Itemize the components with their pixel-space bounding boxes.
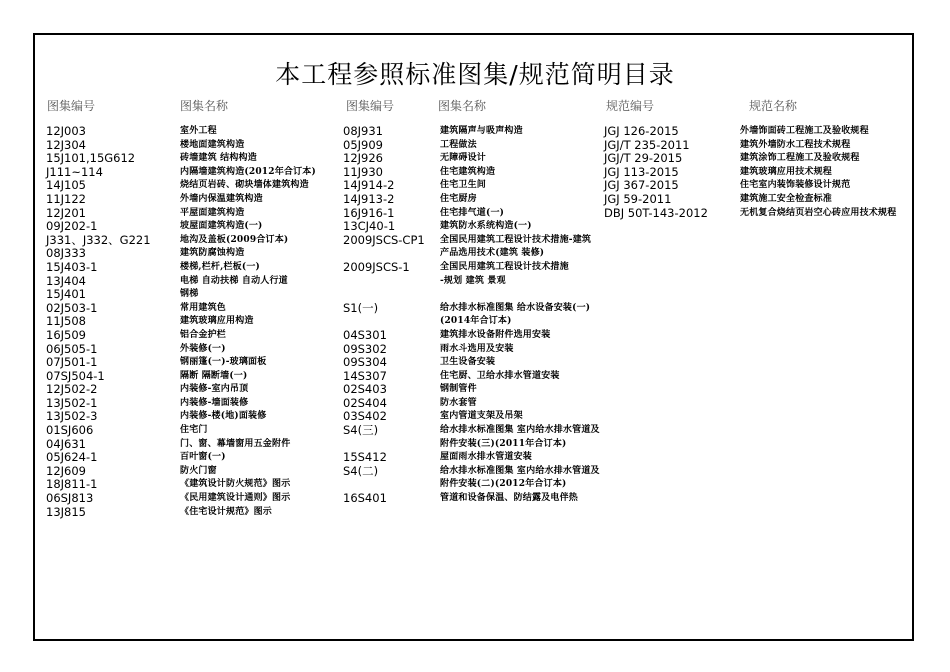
atlas-code: 04J631 [46, 436, 86, 451]
atlas-code: 12J201 [46, 205, 86, 220]
atlas-name: 建筑防水系统构造(一) [440, 221, 532, 232]
atlas-code: 18J811-1 [46, 477, 98, 492]
header-atlas-code-1: 图集编号 [47, 99, 96, 113]
atlas-code: 16J916-1 [343, 205, 395, 220]
atlas-code: J331、J332、G221 [46, 232, 151, 247]
atlas-name: 给水排水标准图集 给水设备安装(一) [440, 302, 591, 313]
atlas-code: 08J333 [46, 246, 86, 261]
atlas-code: 02J503-1 [46, 300, 98, 315]
atlas-name: 建筑防腐蚀构造 [180, 248, 245, 259]
atlas-name: 雨水斗选用及安装 [440, 343, 514, 354]
atlas-code: 12J003 [46, 124, 86, 138]
atlas-name: 百叶窗(一) [180, 452, 226, 463]
atlas-name: 工程做法 [440, 139, 477, 150]
atlas-code: 11J508 [46, 314, 86, 329]
header-atlas-name-2: 图集名称 [438, 99, 487, 113]
atlas-name: 钢梯 [180, 289, 199, 300]
atlas-code: 04S301 [343, 327, 387, 342]
atlas-code: 14J105 [46, 178, 86, 193]
atlas-name: 附件安装(二)(2012年合订本) [440, 479, 567, 490]
atlas-code: 07SJ504-1 [46, 368, 105, 383]
atlas-code: 08J931 [343, 124, 383, 138]
atlas-code: 01SJ606 [46, 423, 94, 438]
header-atlas-code-2: 图集编号 [346, 99, 395, 113]
atlas-code: 15S412 [343, 450, 387, 465]
atlas-code: 02S403 [343, 382, 387, 397]
spec-name: 建筑涂饰工程施工及验收规程 [740, 153, 860, 164]
atlas-name: 住宅排气道(一) [440, 207, 505, 218]
atlas-name: 住宅厨、卫给水排水管道安装 [440, 370, 560, 381]
atlas-name: 内隔墙建筑构造(2012年合订本) [180, 166, 316, 177]
atlas-code [343, 478, 425, 492]
atlas-name [440, 288, 600, 302]
atlas-code: S1(一) [343, 300, 379, 315]
atlas-code: 13J404 [46, 273, 86, 288]
atlas-name: 室内管道支架及吊架 [440, 411, 523, 422]
atlas-code: 11J122 [46, 191, 86, 206]
spec-code: JGJ 126-2015 [604, 124, 679, 138]
atlas-name: 附件安装(三)(2011年合订本) [440, 438, 567, 449]
atlas-code [343, 438, 425, 452]
atlas-name: 给水排水标准图集 室内给水排水管道及 [440, 465, 600, 476]
spec-name: 建筑施工安全检查标准 [740, 193, 833, 204]
atlas-name: 隔断 隔断墙(一) [180, 370, 248, 381]
atlas-code: 09S304 [343, 355, 387, 370]
atlas-name: 建筑排水设备附件选用安装 [440, 329, 551, 340]
atlas-name: 外装修(一) [180, 343, 226, 354]
atlas-code: 05J909 [343, 137, 383, 152]
atlas-name: 给水排水标准图集 室内给水排水管道及 [440, 425, 600, 436]
spec-name: 外墙饰面砖工程施工及验收规程 [740, 126, 869, 136]
spec-name: 建筑玻璃应用技术规程 [740, 166, 833, 177]
atlas-name: 全国民用建筑工程设计技术措施 [440, 261, 569, 272]
atlas-code-column-1 [46, 125, 151, 519]
atlas-name: 住宅厨房 [440, 193, 477, 204]
atlas-name: 铝合金护栏 [180, 329, 227, 340]
atlas-code: 13J502-3 [46, 409, 98, 424]
atlas-name: 内装修-室内吊顶 [180, 384, 249, 395]
atlas-code [343, 315, 425, 329]
atlas-code: 11J930 [343, 164, 383, 179]
atlas-name: 常用建筑色 [180, 302, 227, 313]
atlas-code: 15J101,15G612 [46, 151, 136, 166]
atlas-name: 住宅卫生间 [440, 180, 487, 191]
atlas-name: 钢丽篷(一)-玻璃面板 [180, 357, 267, 368]
atlas-name-column-2 [440, 125, 600, 506]
spec-name: 住宅室内装饰装修设计规范 [740, 180, 851, 191]
atlas-name: (2014年合订本) [440, 316, 512, 327]
atlas-name: 外墙内保温建筑构造 [180, 193, 263, 204]
atlas-name: 管道和设备保温、防结露及电伴热 [440, 493, 579, 504]
atlas-name: 卫生设备安装 [440, 357, 496, 368]
atlas-code: 14J913-2 [343, 191, 395, 206]
spec-code: JGJ 113-2015 [604, 164, 679, 179]
atlas-code: 09J202-1 [46, 219, 98, 234]
atlas-code: 12J609 [46, 463, 86, 478]
page-title: 本工程参照标准图集/规范简明目录 [275, 60, 675, 89]
atlas-code: 06SJ813 [46, 491, 94, 506]
atlas-code: 06J505-1 [46, 341, 98, 356]
atlas-code: 05J624-1 [46, 450, 98, 465]
atlas-name: 《民用建筑设计通则》图示 [180, 493, 291, 504]
atlas-code: 16J509 [46, 327, 86, 342]
spec-code-column [604, 125, 708, 220]
atlas-code: 14S307 [343, 368, 387, 383]
atlas-name: 钢制管件 [440, 384, 477, 395]
atlas-name: 砖墙建筑 结构构造 [180, 153, 257, 164]
atlas-code: 2009JSCS-CP1 [343, 232, 425, 247]
atlas-code: 12J502-2 [46, 382, 98, 397]
atlas-name-column-1 [180, 125, 316, 519]
atlas-name: 防火门窗 [180, 465, 217, 476]
atlas-code: 07J501-1 [46, 355, 98, 370]
spec-name: 建筑外墙防水工程技术规程 [740, 139, 851, 150]
atlas-name: -规划 建筑 景观 [440, 275, 506, 286]
atlas-name: 内装修-楼(地)面装修 [180, 411, 267, 422]
atlas-code [343, 288, 425, 302]
spec-name-column [740, 125, 896, 220]
atlas-name: 建筑玻璃应用构造 [180, 316, 254, 327]
atlas-name: 防水套管 [440, 397, 477, 408]
atlas-name: 内装修-墙面装修 [180, 397, 249, 408]
atlas-code: 15J401 [46, 287, 86, 302]
atlas-name: 《住宅设计规范》图示 [180, 506, 273, 517]
atlas-code: J111~114 [46, 164, 103, 179]
atlas-name: 门、窗、幕墙窗用五金附件 [180, 438, 291, 449]
atlas-code [343, 275, 425, 289]
header-spec-name: 规范名称 [749, 99, 798, 113]
atlas-name: 无障碍设计 [440, 153, 487, 164]
spec-code: JGJ 367-2015 [604, 178, 679, 193]
atlas-code: 09S302 [343, 341, 387, 356]
atlas-code: 02S404 [343, 395, 387, 410]
atlas-name: 室外工程 [180, 126, 217, 136]
spec-code: JGJ/T 235-2011 [604, 137, 690, 152]
atlas-name: 楼梯,栏杆,栏板(一) [180, 261, 260, 272]
atlas-name: 《建筑设计防火规范》图示 [180, 479, 291, 490]
atlas-name: 地沟及盖板(2009合订本) [180, 234, 289, 245]
atlas-code: S4(二) [343, 463, 379, 478]
atlas-name: 屋面雨水排水管道安装 [440, 452, 533, 463]
header-atlas-name-1: 图集名称 [180, 99, 229, 113]
spec-code: DBJ 50T-143-2012 [604, 205, 708, 220]
atlas-name: 产品选用技术(建筑 装修) [440, 248, 545, 259]
atlas-code: S4(三) [343, 423, 379, 438]
atlas-name: 住宅建筑构造 [440, 166, 496, 177]
atlas-name: 全国民用建筑工程设计技术措施-建筑 [440, 234, 592, 245]
atlas-code: 12J926 [343, 151, 383, 166]
spec-name: 无机复合烧结页岩空心砖应用技术规程 [740, 207, 897, 218]
atlas-code: 15J403-1 [46, 259, 98, 274]
atlas-code: 13J815 [46, 504, 86, 519]
atlas-code: 16S401 [343, 491, 387, 506]
atlas-code: 12J304 [46, 137, 86, 152]
atlas-code: 03S402 [343, 409, 387, 424]
atlas-name: 烧结页岩砖、砌块墙体建筑构造 [180, 180, 309, 191]
header-spec-code: 规范编号 [606, 99, 655, 113]
atlas-code: 13CJ40-1 [343, 219, 396, 234]
atlas-code [343, 247, 425, 261]
atlas-name: 电梯 自动扶梯 自动人行道 [180, 275, 288, 286]
atlas-name: 建筑隔声与吸声构造 [440, 126, 523, 136]
atlas-name: 楼地面建筑构造 [180, 139, 245, 150]
atlas-name: 住宅门 [180, 425, 208, 436]
atlas-code: 14J914-2 [343, 178, 395, 193]
spec-code: JGJ/T 29-2015 [604, 151, 683, 166]
atlas-code: 2009JSCS-1 [343, 259, 410, 274]
atlas-code-column-2 [343, 125, 425, 506]
atlas-name: 坡屋面建筑构造(一) [180, 221, 263, 232]
atlas-name: 平屋面建筑构造 [180, 207, 245, 218]
spec-code: JGJ 59-2011 [604, 191, 672, 206]
atlas-code: 13J502-1 [46, 395, 98, 410]
